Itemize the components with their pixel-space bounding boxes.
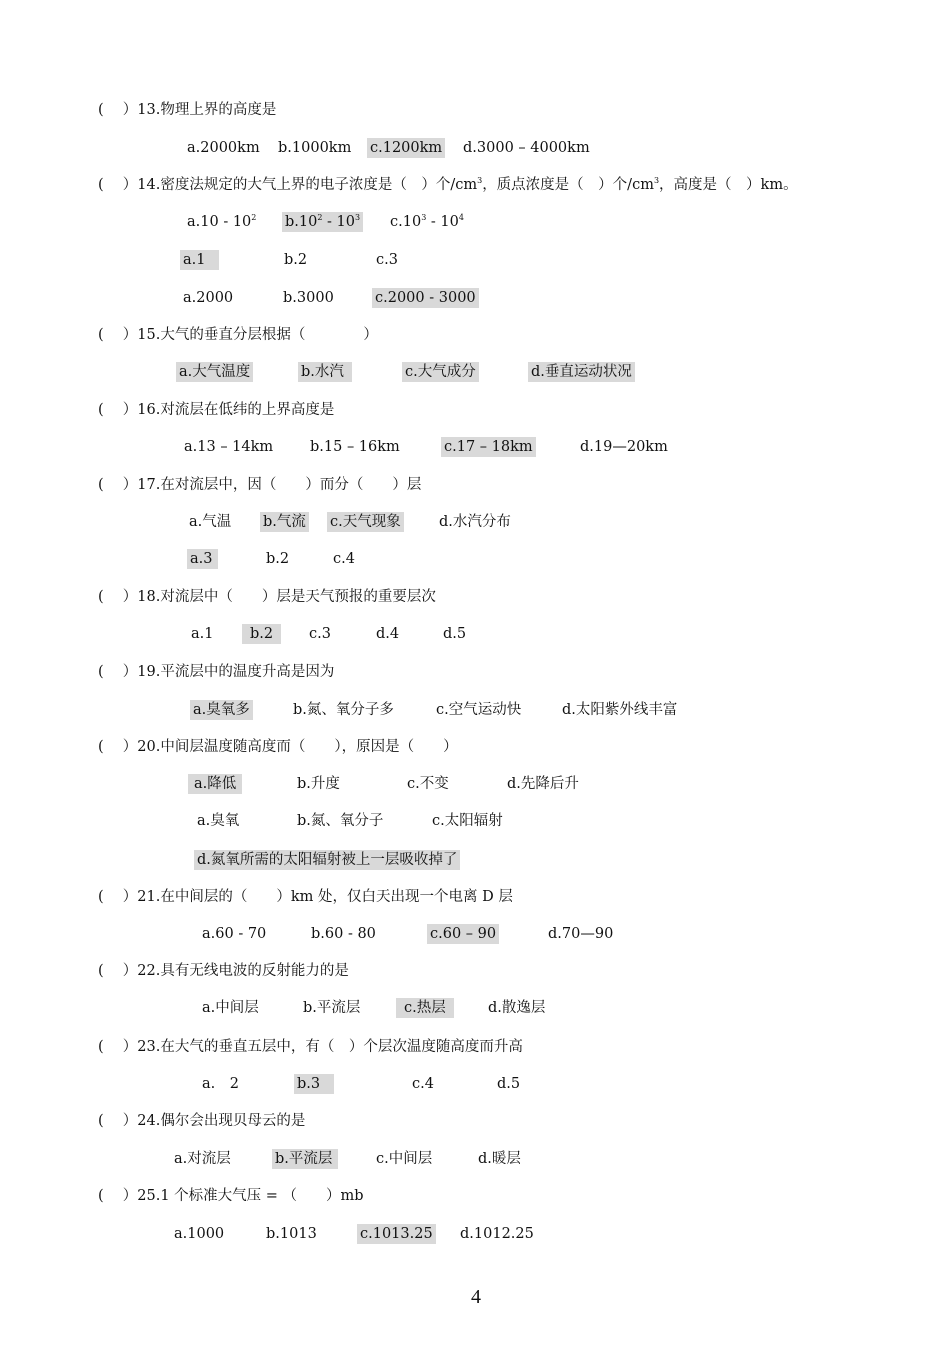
q21-option-c: c.60 – 90	[427, 924, 499, 944]
q13-option-a: a.2000km	[187, 140, 260, 156]
q14-cube-sup-1: 3	[477, 176, 483, 185]
q25-option-b: b.1013	[266, 1226, 317, 1242]
q14-r2-option-a: a.1	[180, 250, 219, 270]
q14-r3-option-a: a.2000	[183, 290, 234, 306]
q22-option-c: c.热层	[396, 998, 454, 1018]
q25-option-c: c.1013.25	[357, 1224, 436, 1244]
question-17-stem: ( ）17.在对流层中，因（ ）而分（ ）层	[98, 477, 422, 493]
q18-option-b: b.2	[242, 624, 281, 644]
question-13-stem: ( ）13.物理上界的高度是	[98, 102, 277, 118]
q13-option-d: d.3000 – 4000km	[463, 140, 590, 156]
q14-r1-option-c: $c.10^3 - 10^4$	[390, 213, 464, 230]
q24-option-b: b.平流层	[272, 1149, 338, 1169]
question-22-stem: ( ）22.具有无线电波的反射能力的是	[98, 963, 349, 979]
q20-r2-option-a: a.臭氧	[197, 813, 240, 829]
q17-r2-option-a: a.3	[187, 549, 218, 569]
q17-r1-option-b: b.气流	[260, 512, 309, 532]
q15-option-b: b.水汽	[298, 362, 352, 382]
q21-option-b: b.60 - 80	[311, 926, 376, 942]
question-14-stem	[98, 175, 798, 195]
q18-option-d: d.4	[376, 626, 400, 642]
q18-option-c: c.3	[309, 626, 331, 642]
q16-option-d: d.19—20km	[580, 439, 668, 455]
q24-option-c: c.中间层	[376, 1151, 433, 1167]
q20-r2-option-b: b.氮、氧分子	[297, 813, 384, 829]
q16-option-b: b.15 – 16km	[310, 439, 400, 455]
q23-option-b: b.3	[294, 1074, 334, 1094]
q17-r2-option-c: c.4	[333, 551, 355, 567]
q14-cube-sup-2: 3	[653, 176, 660, 185]
q25-option-d: d.1012.25	[460, 1226, 534, 1242]
q24-option-d: d.暖层	[478, 1151, 521, 1167]
q23-option-a: a. 2	[202, 1076, 239, 1092]
q20-r1-option-c: c.不变	[407, 776, 449, 792]
question-21-stem: ( ）21.在中间层的（ ）km 处，仅白天出现一个电离 D 层	[98, 889, 513, 905]
q14-r2-option-c: c.3	[376, 252, 398, 268]
q14-stem-part-1: ( ）14.密度法规定的大气上界的电子浓度是（ ）个/cm	[98, 177, 478, 193]
q19-option-d: d.太阳紫外线丰富	[562, 702, 678, 718]
q18-option-a: a.1	[191, 626, 214, 642]
q24-option-a: a.对流层	[174, 1151, 231, 1167]
q15-option-d: d.垂直运动状况	[528, 362, 635, 382]
q22-option-a: a.中间层	[202, 1000, 259, 1016]
question-23-stem: ( ）23.在大气的垂直五层中，有（ ）个层次温度随高度而升高	[98, 1039, 523, 1055]
q18-option-e: d.5	[443, 626, 467, 642]
q13-option-c: c.1200km	[367, 138, 445, 158]
q14-r3-option-c: c.2000 - 3000	[372, 288, 479, 308]
q20-r1-option-a: a.降低	[188, 774, 242, 794]
page-number: 4	[471, 1286, 481, 1308]
q14-r2-option-b: b.2	[284, 252, 308, 268]
question-18-stem: ( ）18.对流层中（ ）层是天气预报的重要层次	[98, 589, 436, 605]
q22-option-d: d.散逸层	[488, 1000, 546, 1016]
q15-option-c: c.大气成分	[402, 362, 479, 382]
q14-r1-option-a: $a.10 - 10^2$	[187, 213, 257, 230]
q23-option-d: d.5	[497, 1076, 521, 1092]
q23-option-c: c.4	[412, 1076, 434, 1092]
question-19-stem: ( ）19.平流层中的温度升高是因为	[98, 664, 335, 680]
q21-option-a: a.60 - 70	[202, 926, 267, 942]
q14-r3-option-b: b.3000	[283, 290, 334, 306]
q13-option-b: b.1000km	[278, 140, 352, 156]
q22-option-b: b.平流层	[303, 1000, 361, 1016]
q25-option-a: a.1000	[174, 1226, 225, 1242]
question-16-stem: ( ）16.对流层在低纬的上界高度是	[98, 402, 335, 418]
q19-option-c: c.空气运动快	[436, 702, 522, 718]
q20-r3-option-d: d.氮氧所需的太阳辐射被上一层吸收掉了	[194, 850, 460, 870]
q14-stem-part-2: ，质点浓度是（ ）个/cm	[482, 177, 654, 193]
q17-r1-option-c: c.天气现象	[327, 512, 404, 532]
question-15-stem: ( ）15.大气的垂直分层根据（ ）	[98, 327, 378, 343]
q14-r1-option-b: $b.10^2 - 10^3$	[282, 212, 363, 232]
q15-option-a: a.大气温度	[176, 362, 253, 382]
q20-r1-option-b: b.升度	[297, 776, 340, 792]
q20-r2-option-c: c.太阳辐射	[432, 813, 503, 829]
q21-option-d: d.70—90	[548, 926, 614, 942]
question-25-stem: ( ）25.1 个标准大气压 = （ ）mb	[98, 1188, 364, 1204]
q17-r1-option-d: d.水汽分布	[439, 514, 511, 530]
q16-option-c: c.17 – 18km	[441, 437, 536, 457]
q16-option-a: a.13 – 14km	[184, 439, 274, 455]
question-20-stem: ( ）20.中间层温度随高度而（ ），原因是（ ）	[98, 739, 458, 755]
q17-r2-option-b: b.2	[266, 551, 290, 567]
q17-r1-option-a: a.气温	[189, 514, 232, 530]
q20-r1-option-d: d.先降后升	[507, 776, 579, 792]
question-24-stem: ( ）24.偶尔会出现贝母云的是	[98, 1113, 306, 1129]
q19-option-b: b.氮、氧分子多	[293, 702, 394, 718]
q14-stem-part-3: ，高度是（ ）km。	[659, 177, 798, 193]
q19-option-a: a.臭氧多	[190, 700, 253, 720]
